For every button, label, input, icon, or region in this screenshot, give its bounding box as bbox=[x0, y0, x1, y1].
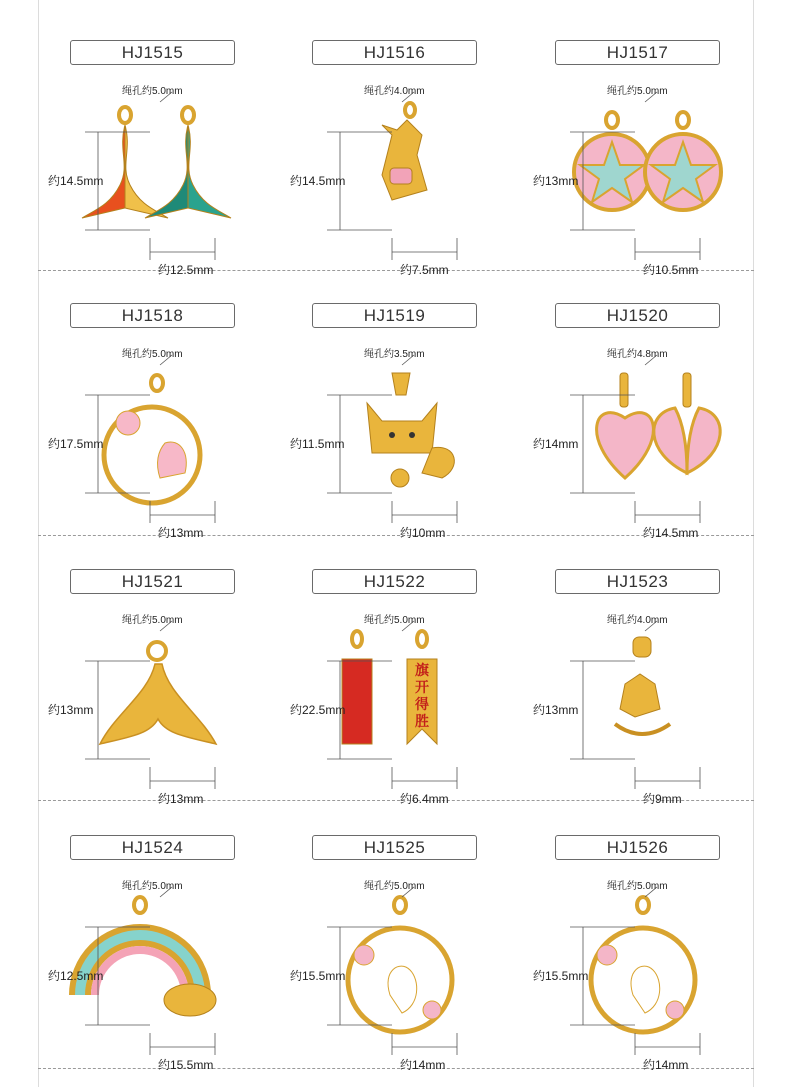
pendant-illustration bbox=[282, 80, 522, 280]
hole-size-label: 绳孔约5.0mm bbox=[122, 615, 183, 626]
product-cell bbox=[525, 40, 765, 290]
product-code: HJ1523 bbox=[555, 569, 720, 594]
banner-character: 旗 bbox=[415, 662, 429, 678]
width-label: 约7.5mm bbox=[400, 263, 449, 277]
product-code: HJ1518 bbox=[70, 303, 235, 328]
hole-size-label: 绳孔约4.8mm bbox=[607, 349, 668, 360]
width-label: 约10.5mm bbox=[643, 263, 699, 277]
hole-size-label: 绳孔约5.0mm bbox=[122, 86, 183, 97]
height-label: 约15.5mm bbox=[533, 969, 589, 983]
banner-character: 胜 bbox=[415, 713, 429, 729]
height-label: 约22.5mm bbox=[290, 703, 346, 717]
hole-size-label: 绳孔约3.5mm bbox=[364, 349, 425, 360]
hole-size-label: 绳孔约4.0mm bbox=[607, 615, 668, 626]
height-label: 约13mm bbox=[48, 703, 94, 717]
pendant-illustration bbox=[40, 875, 280, 1075]
product-cell bbox=[282, 569, 522, 819]
pendant-illustration bbox=[40, 609, 280, 809]
height-label: 约15.5mm bbox=[290, 969, 346, 983]
height-label: 约12.5mm bbox=[48, 969, 104, 983]
product-cell bbox=[282, 303, 522, 553]
height-label: 约14.5mm bbox=[290, 174, 346, 188]
height-label: 约11.5mm bbox=[290, 437, 345, 451]
pendant-illustration bbox=[40, 343, 280, 543]
pendant-illustration bbox=[282, 343, 522, 543]
banner-character: 得 bbox=[415, 696, 429, 712]
pendant-illustration bbox=[282, 609, 522, 809]
pendant-illustration bbox=[525, 875, 765, 1075]
height-label: 约17.5mm bbox=[48, 437, 104, 451]
product-code: HJ1522 bbox=[312, 569, 477, 594]
width-label: 约13mm bbox=[158, 526, 204, 540]
product-cell bbox=[525, 569, 765, 819]
product-cell bbox=[525, 835, 765, 1085]
product-code: HJ1519 bbox=[312, 303, 477, 328]
product-cell bbox=[40, 303, 280, 553]
height-label: 约13mm bbox=[533, 703, 579, 717]
hole-size-label: 绳孔约5.0mm bbox=[122, 881, 183, 892]
product-cell bbox=[282, 835, 522, 1085]
product-code: HJ1517 bbox=[555, 40, 720, 65]
hole-size-label: 绳孔约4.0mm bbox=[364, 86, 425, 97]
width-label: 约10mm bbox=[400, 526, 446, 540]
width-label: 约14.5mm bbox=[643, 526, 699, 540]
pendant-illustration bbox=[525, 343, 765, 543]
pendant-illustration bbox=[525, 609, 765, 809]
product-code: HJ1526 bbox=[555, 835, 720, 860]
banner-character: 开 bbox=[415, 679, 429, 695]
product-cell bbox=[40, 569, 280, 819]
height-label: 约14.5mm bbox=[48, 174, 104, 188]
frame-left-line bbox=[38, 0, 39, 1087]
hole-size-label: 绳孔约5.0mm bbox=[607, 881, 668, 892]
height-label: 约13mm bbox=[533, 174, 579, 188]
product-code: HJ1524 bbox=[70, 835, 235, 860]
width-label: 约6.4mm bbox=[400, 792, 449, 806]
width-label: 约14mm bbox=[643, 1058, 689, 1072]
pendant-illustration bbox=[282, 875, 522, 1075]
width-label: 约15.5mm bbox=[158, 1058, 214, 1072]
product-code: HJ1515 bbox=[70, 40, 235, 65]
product-code: HJ1516 bbox=[312, 40, 477, 65]
product-code: HJ1520 bbox=[555, 303, 720, 328]
height-label: 约14mm bbox=[533, 437, 579, 451]
product-code: HJ1525 bbox=[312, 835, 477, 860]
product-cell bbox=[40, 40, 280, 290]
hole-size-label: 绳孔约5.0mm bbox=[364, 881, 425, 892]
product-code: HJ1521 bbox=[70, 569, 235, 594]
pendant-illustration bbox=[525, 80, 765, 280]
width-label: 约13mm bbox=[158, 792, 204, 806]
pendant-illustration bbox=[40, 80, 280, 280]
hole-size-label: 绳孔约5.0mm bbox=[364, 615, 425, 626]
product-cell bbox=[40, 835, 280, 1085]
width-label: 约12.5mm bbox=[158, 263, 214, 277]
hole-size-label: 绳孔约5.0mm bbox=[122, 349, 183, 360]
hole-size-label: 绳孔约5.0mm bbox=[607, 86, 668, 97]
width-label: 约9mm bbox=[643, 792, 682, 806]
product-cell bbox=[525, 303, 765, 553]
width-label: 约14mm bbox=[400, 1058, 446, 1072]
product-cell bbox=[282, 40, 522, 290]
